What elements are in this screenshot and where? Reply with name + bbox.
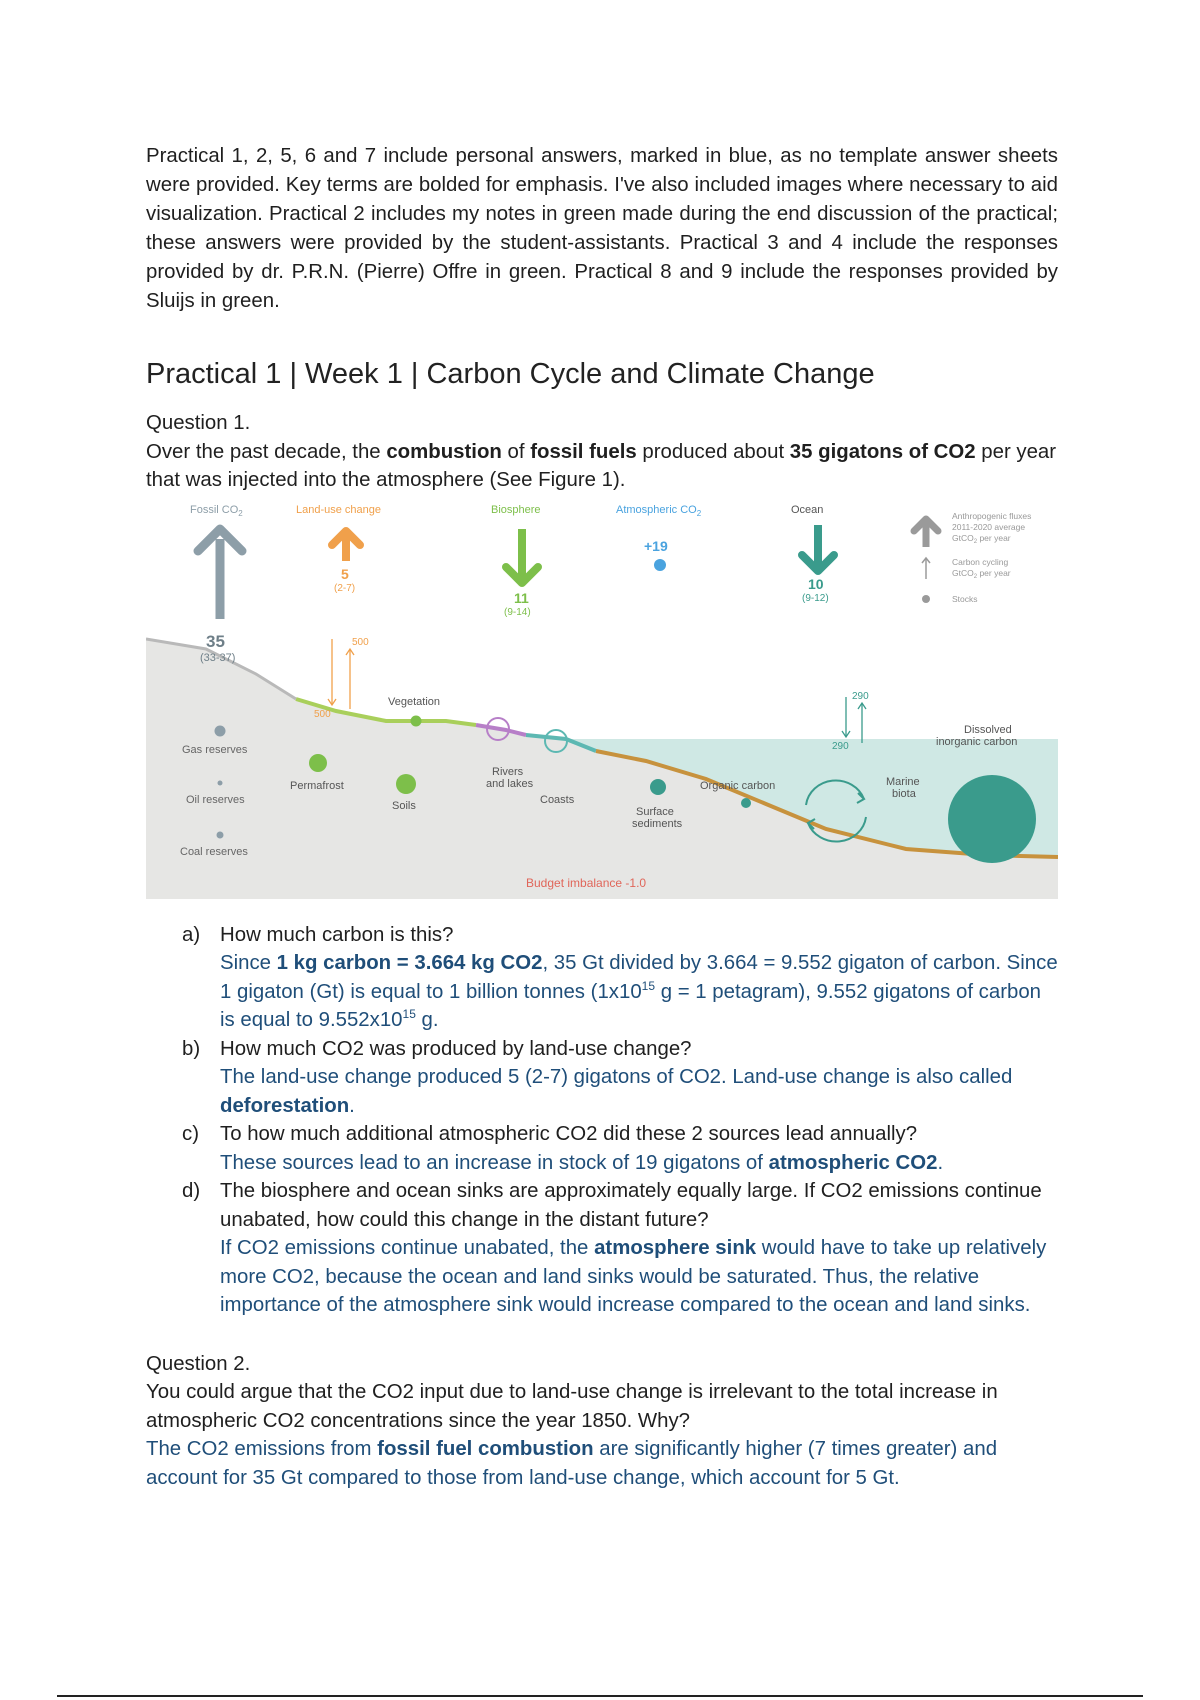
surface-sediments-dot: [650, 779, 666, 795]
atmos-value: +19: [644, 537, 668, 554]
gas-reserves-label: Gas reserves: [182, 743, 248, 756]
budget-imbalance: Budget imbalance -1.0: [526, 875, 647, 890]
ocean-range: (9-12): [802, 592, 829, 604]
marine-biota-label-2: biota: [892, 787, 916, 800]
organic-carbon-label: Organic carbon: [700, 779, 776, 792]
subquestion-c-question: To how much additional atmospheric CO2 did these 2 sources lead annually?: [220, 1123, 918, 1145]
subquestion-a-question: How much carbon is this?: [220, 923, 454, 946]
vegetation-dot: [411, 715, 422, 726]
ocean-arrow-icon: [802, 525, 834, 571]
question-1-label: Question 1.: [146, 412, 251, 434]
question-1-subquestions: [182, 921, 1058, 1320]
coasts-label: Coasts: [540, 793, 575, 806]
legend-stocks: Stocks: [952, 593, 978, 604]
dic-label-2: inorganic carbon: [936, 735, 1018, 748]
intro-paragraph: Practical 1, 2, 5, 6 and 7 include personal answers, marked in blue, as no template answer sheets were provided. Key terms are bolded for emphasis. I've also included images where necessary to aid visualization. Practical 2 includes my notes in green made during the end discussion of the practical; these answers were provided by the student-assistants. Practical 3 and 4 include the responses provided by dr. P.R.N. (Pierre) Offre in green. Practical 8 and 9 include the responses provided by Sluijs in green.: [146, 145, 1058, 312]
ocean-cycling-arrows-icon: [842, 697, 866, 743]
dic-label-1: Dissolved: [964, 723, 1012, 736]
header-atmospheric-co2: Atmospheric $CO_2$: [616, 503, 702, 518]
header-ocean: Ocean: [791, 503, 824, 516]
subquestion-b-answer: The land-use change produced 5 (2-7) gigatons of CO2. Land-use change is also called deforestation.: [220, 1066, 1013, 1117]
subquestion-b: b) How much CO2 was produced by land-use change? The land-use change produced 5 (2-7) gigatons of CO2. Land-use change is also called deforestation.: [182, 1035, 1058, 1121]
ocean-up-flux: 290: [852, 690, 869, 702]
atmos-stock-dot: [654, 559, 666, 571]
header-fossil-co2: Fossil $CO_2$: [190, 503, 243, 518]
surface-sediments-label-1: Surface: [636, 805, 674, 818]
oil-reserves-dot: [218, 780, 223, 785]
subquestion-b-question: How much CO2 was produced by land-use change?: [220, 1037, 692, 1060]
legend-cycle-line1: Carbon cycling: [952, 556, 1009, 567]
document-page: [146, 142, 1058, 1492]
legend-anthro-arrow-icon: [914, 519, 938, 547]
rivers-label-2: and lakes: [486, 777, 534, 790]
subquestion-d-answer: If CO2 emissions continue unabated, the atmosphere sink would have to take up relatively more CO2, because the ocean and land sinks would be saturated. Thus, the relative importance of the atmosphere sink would increase compared to the ocean and land sinks.: [220, 1237, 1047, 1316]
legend-cycle-arrow-icon: [922, 558, 930, 579]
question-2-label: Question 2.: [146, 1352, 251, 1375]
subquestion-d: d) The biosphere and ocean sinks are approximately equally large. If CO2 emissions continue unabated, how could this change in the distant future? If CO2 emissions continue unabated, the atmosphere sink would have to take up relatively more CO2, because the ocean and land sinks would be saturated. Thus, the relative importance of the atmosphere sink would increase compared to the ocean and land sinks.: [182, 1177, 1058, 1320]
permafrost-dot: [309, 754, 327, 772]
fossil-value: 35: [206, 631, 225, 651]
vegetation-label: Vegetation: [388, 695, 440, 708]
rivers-label-1: Rivers: [492, 765, 524, 778]
legend-anthro-line1: Anthropogenic fluxes: [952, 510, 1032, 521]
subquestion-c-answer: These sources lead to an increase in stock of 19 gigatons of atmospheric CO2.: [220, 1151, 944, 1174]
coal-reserves-label: Coal reserves: [180, 845, 248, 858]
landuse-range: (2-7): [334, 582, 356, 594]
coal-reserves-dot: [217, 831, 224, 838]
biosphere-arrow-icon: [506, 529, 538, 583]
biosphere-range: (9-14): [504, 606, 531, 618]
oil-reserves-label: Oil reserves: [186, 793, 245, 806]
soils-dot: [396, 774, 416, 794]
legend-anthro-line3: GtCO$_2$ per year: [952, 532, 1011, 545]
land-up-flux: 500: [352, 636, 369, 648]
question-2-text: You could argue that the CO2 input due to land-use change is irrelevant to the total increase in atmospheric CO2 concentrations since the year 1850. Why?: [146, 1381, 998, 1432]
subquestion-d-question: The biosphere and ocean sinks are approximately equally large. If CO2 emissions continue unabated, how could this change in the distant future?: [220, 1180, 1042, 1231]
biosphere-value: 11: [514, 589, 529, 606]
header-land-use-change: Land-use change: [296, 503, 382, 516]
question-2-answer: The CO2 emissions from fossil fuel combustion are significantly higher (7 times greater) and account for 35 Gt compared to those from land-use change, which account for 5 Gt.: [146, 1438, 998, 1489]
landuse-arrow-icon: [332, 531, 360, 561]
ocean-down-flux: 290: [832, 740, 849, 752]
legend-cycle-line2: GtCO$_2$ per year: [952, 567, 1011, 580]
subquestion-a-answer: Since 1 kg carbon = 3.664 kg CO2, 35 Gt divided by 3.664 = 9.552 gigaton of carbon. Since 1 gigaton (Gt) is equal to 1 billion tonnes ($1x10^{15}$ g = 1 petagram), 9.552 gigatons of carbon is equal to $9.552x10^{15}$ g.: [220, 952, 1058, 1031]
landuse-value: 5: [341, 565, 349, 582]
soils-label: Soils: [392, 799, 416, 812]
section-title: Practical 1 | Week 1 | Carbon Cycle and Climate Change: [146, 358, 875, 390]
header-biosphere: Biosphere: [491, 503, 541, 516]
legend-stocks-dot: [922, 595, 930, 603]
land-cycling-arrows-icon: [328, 639, 354, 709]
footer-rule: [57, 1695, 1143, 1697]
gas-reserves-dot: [215, 725, 226, 736]
subquestion-a: a) How much carbon is this? Since 1 kg carbon = 3.664 kg CO2, 35 Gt divided by 3.664 = 9.552 gigaton of carbon. Since 1 gigaton (Gt) is equal to 1 billion tonnes ($1x10^{15}$ g = 1 petagram), 9.552 gigatons of carbon is equal to $9.552x10^{15}$ g.: [182, 921, 1058, 1035]
surface-sediments-label-2: sediments: [632, 817, 683, 830]
organic-carbon-dot: [741, 798, 751, 808]
subquestion-c: c) To how much additional atmospheric CO2 did these 2 sources lead annually? These sources lead to an increase in stock of 19 gigatons of atmospheric CO2.: [182, 1120, 1058, 1177]
fossil-range: (33-37): [200, 651, 236, 664]
question-1-text: Over the past decade, the combustion of fossil fuels produced about 35 gigatons of CO2 per year that was injected into the atmosphere (See Figure 1).: [146, 440, 1057, 491]
ocean-value: 10: [808, 575, 824, 592]
land-down-flux: 500: [314, 708, 331, 720]
permafrost-label: Permafrost: [290, 779, 344, 792]
legend-anthro-line2: 2011-2020 average: [952, 521, 1026, 532]
fossil-arrow-icon: [198, 529, 242, 619]
marine-biota-label-1: Marine: [886, 775, 920, 788]
dic-stock-dot: [948, 775, 1036, 863]
carbon-cycle-figure: [146, 499, 1058, 917]
